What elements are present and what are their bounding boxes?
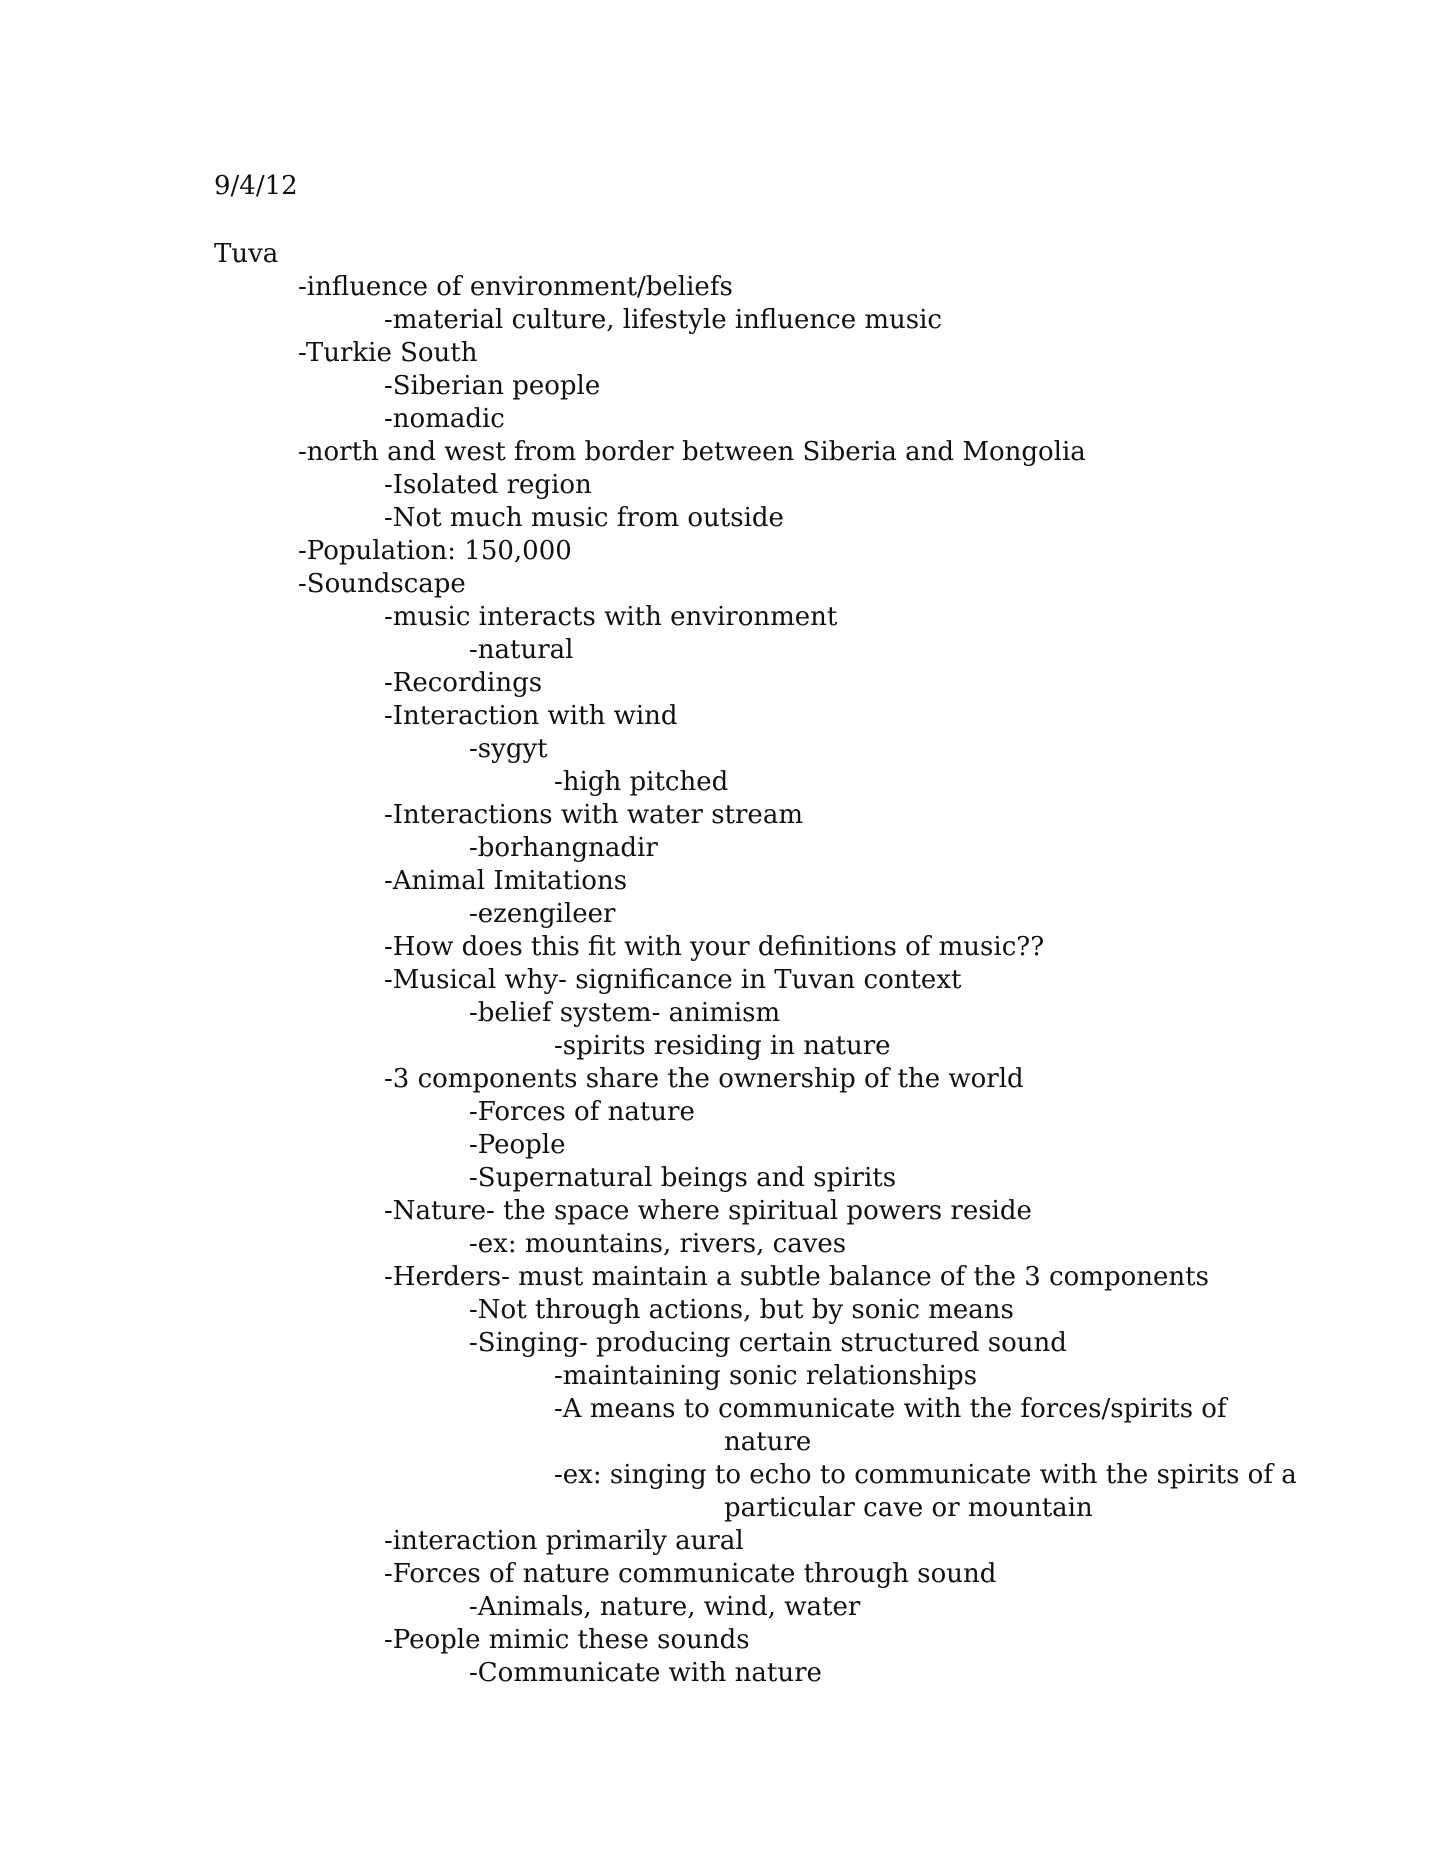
outline-item-level-1: -Turkie South: [298, 338, 478, 368]
outline-item-level-2: -Animal Imitations: [384, 866, 628, 896]
document-title: Tuva: [214, 239, 279, 269]
outline-item-level-2: -Musical why- significance in Tuvan context: [384, 965, 962, 995]
outline-item-level-2: -Not much music from outside: [384, 503, 784, 533]
outline-item-level-4: -A means to communicate with the forces/spirits of: [554, 1394, 1227, 1424]
outline-item-level-3: -Animals, nature, wind, water: [469, 1592, 861, 1622]
outline-item-level-3: -Singing- producing certain structured sound: [469, 1328, 1067, 1358]
outline-item-level-4: -ex: singing to echo to communicate with the spirits of a: [554, 1460, 1297, 1490]
outline-item-level-1: -Population: 150,000: [298, 536, 572, 566]
outline-item-level-4: -spirits residing in nature: [554, 1031, 891, 1061]
outline-item-level-3: -ex: mountains, rivers, caves: [469, 1229, 847, 1259]
outline-item-level-2: -Herders- must maintain a subtle balance of the 3 components: [384, 1262, 1209, 1292]
outline-item-level-3: -Forces of nature: [469, 1097, 695, 1127]
document-date: 9/4/12: [214, 171, 298, 201]
outline-item-level-4: -maintaining sonic relationships: [554, 1361, 978, 1391]
outline-item-level-3: -People: [469, 1130, 566, 1160]
outline-line-continuation: nature: [724, 1427, 812, 1457]
outline-item-level-1: -influence of environment/beliefs: [298, 272, 733, 302]
outline-item-level-2: -material culture, lifestyle influence music: [384, 305, 942, 335]
outline-item-level-3: -Communicate with nature: [469, 1658, 822, 1688]
outline-item-level-3: -belief system- animism: [469, 998, 781, 1028]
outline-line-continuation: particular cave or mountain: [724, 1493, 1093, 1523]
outline-item-level-2: -Recordings: [384, 668, 543, 698]
outline-item-level-3: -natural: [469, 635, 574, 665]
outline-item-level-2: -Forces of nature communicate through sound: [384, 1559, 997, 1589]
outline-item-level-1: -north and west from border between Siberia and Mongolia: [298, 437, 1086, 467]
outline-item-level-3: -ezengileer: [469, 899, 616, 929]
outline-item-level-3: -Not through actions, but by sonic means: [469, 1295, 1014, 1325]
outline-item-level-2: -Interactions with water stream: [384, 800, 803, 830]
outline-item-level-1: -Soundscape: [298, 569, 466, 599]
outline-item-level-2: -music interacts with environment: [384, 602, 838, 632]
outline-item-level-2: -Siberian people: [384, 371, 601, 401]
outline-item-level-2: -interaction primarily aural: [384, 1526, 744, 1556]
outline-item-level-3: -Supernatural beings and spirits: [469, 1163, 897, 1193]
outline-item-level-2: -Interaction with wind: [384, 701, 678, 731]
outline-item-level-4: -high pitched: [554, 767, 729, 797]
outline-item-level-2: -nomadic: [384, 404, 505, 434]
outline-item-level-2: -Nature- the space where spiritual powers reside: [384, 1196, 1032, 1226]
outline-item-level-3: -borhangnadir: [469, 833, 658, 863]
outline-item-level-2: -How does this fit with your definitions of music??: [384, 932, 1045, 962]
outline-item-level-3: -sygyt: [469, 734, 548, 764]
outline-item-level-2: -Isolated region: [384, 470, 592, 500]
outline-item-level-2: -3 components share the ownership of the world: [384, 1064, 1024, 1094]
outline-item-level-2: -People mimic these sounds: [384, 1625, 750, 1655]
notes-outline: [0, 271, 1456, 1690]
